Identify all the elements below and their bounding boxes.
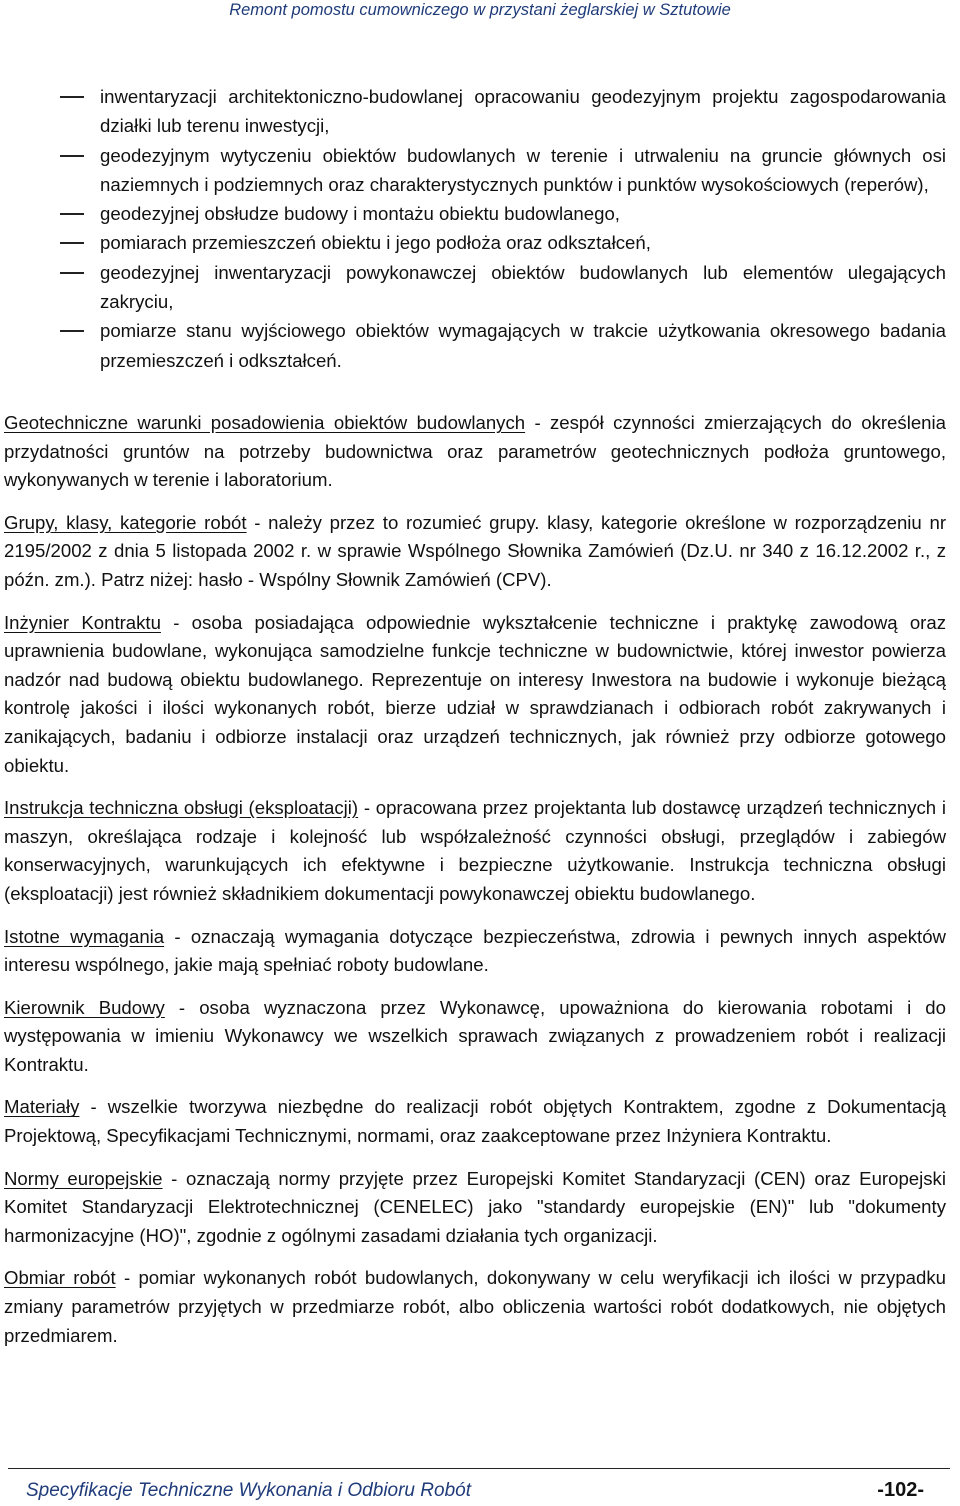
dash-icon	[60, 330, 84, 332]
definition-text: - należy przez to rozumieć grupy. klasy, kategorie określone w rozporządzeniu nr 2195/2002 z dnia 5 listopada 2002 r. w sprawie Wspólnego Słownika Zamówień (Dz.U. nr 340 z 16.12.2002 r., z późn. zm.). Patrz niżej: hasło - Wspólny Słownik Zamówień (CPV).	[4, 511, 947, 590]
list-item-text: geodezyjnym wytyczeniu obiektów budowlanych w terenie i utrwaleniu na gruncie głównych osi naziemnych i podziemnych oraz charakterystycznych punktów i punktów wysokościowych (reperów),	[100, 144, 946, 195]
definition-text: - oznaczają normy przyjęte przez Europejski Komitet Standaryzacji (CEN) oraz Europejski Komitet Standaryzacji Elektrotechnicznej (CENELEC) jako "standardy europejskie (EN)" lub "dokumenty harmonizacyjne (HO)", zgodnie z ogólnymi zasadami działania tych organizacji.	[4, 1167, 946, 1246]
definition-materialy	[4, 1093, 946, 1150]
definition-inzynier-kontraktu	[4, 609, 946, 781]
dash-icon	[60, 96, 84, 98]
definition-obmiar-robot	[4, 1264, 946, 1350]
bullet-list	[0, 82, 960, 375]
definition-text: - pomiar wykonanych robót budowlanych, dokonywany w celu weryfikacji ich ilości w przypadku zmiany parametrów przyjętych w przedmiarze robót, albo obliczenia wartości robót dodatkowych, nie objętych przedmiarem.	[4, 1267, 946, 1346]
definition-term: Kierownik Budowy	[4, 996, 165, 1018]
page-header: Remont pomostu cumowniczego w przystani żeglarskiej w Sztutowie	[229, 1, 731, 19]
definition-istotne-wymagania	[4, 923, 946, 980]
list-item-text: inwentaryzacji architektoniczno-budowlanej opracowaniu geodezyjnym projektu zagospodarowania działki lub terenu inwestycji,	[100, 86, 946, 137]
definition-text: - wszelkie tworzywa niezbędne do realizacji robót objętych Kontraktem, zgodne z Dokumentacją Projektową, Specyfikacjami Technicznymi, normami, oraz zaakceptowane przez Inżyniera Kontraktu.	[4, 1096, 946, 1147]
definition-term: Grupy, klasy, kategorie robót	[4, 511, 247, 533]
list-item	[0, 82, 960, 141]
list-item-text: pomiarach przemieszczeń obiektu i jego podłoża oraz odkształceń,	[100, 232, 651, 254]
definition-text: - oznaczają wymagania dotyczące bezpieczeństwa, zdrowia i pewnych innych aspektów interesu wspólnego, jakie mają spełniać roboty budowlane.	[4, 925, 946, 976]
definition-term: Normy europejskie	[4, 1167, 163, 1189]
list-item-text: geodezyjnej obsłudze budowy i montażu obiektu budowlanego,	[100, 203, 620, 225]
definition-text: - zespół czynności zmierzających do określenia przydatności gruntów na potrzeby budownictwa oraz parametrów geotechnicznych podłoża gruntowego, wykonywanych w terenie i laboratorium.	[4, 412, 946, 491]
list-item	[0, 228, 960, 257]
definition-normy-europejskie	[4, 1165, 946, 1251]
definition-term: Materiały	[4, 1096, 80, 1118]
definition-kierownik-budowy	[4, 994, 946, 1080]
list-item	[0, 199, 960, 228]
list-item-text: geodezyjnej inwentaryzacji powykonawczej obiektów budowlanych lub elementów ulegających zakryciu,	[100, 261, 946, 313]
page-number: -102-	[877, 1479, 924, 1501]
definition-text: - osoba posiadająca odpowiednie wykształcenie techniczne i praktykę zawodową oraz uprawnienia budowlane, wykonująca samodzielne funkcje techniczne w budownictwie, której inwestor powierza nadzór nad budową obiektu budowlanego. Reprezentuje on interesy Inwestora na budowie i wykonuje bieżącą kontrolę jakości i ilości wykonanych robót, bierze udział w sprawdzianach i odbiorach robót zakrywanych i zanikających, badaniu i odbiorze instalacji oraz urządzeń technicznych, jak również przy odbiorze gotowego obiektu.	[4, 611, 947, 776]
dash-icon	[60, 213, 84, 215]
definitions-section	[4, 409, 946, 1364]
footer-divider	[8, 1468, 950, 1469]
definition-instrukcja-techniczna	[4, 794, 946, 908]
definition-text: - opracowana przez projektanta lub dostawcę urządzeń technicznych i maszyn, określająca rodzaje i kolejność lub współzależność czynności obsługi, przeglądów i zabiegów konserwacyjnych, warunkujących ich efektywne i bezpieczne użytkowanie. Instrukcja techniczna obsługi (eksploatacji) jest również składnikiem dokumentacji powykonawczej obiektu budowlanego.	[4, 797, 946, 904]
dash-icon	[60, 242, 84, 244]
definition-term: Geotechniczne warunki posadowienia obiektów budowlanych	[4, 412, 526, 433]
definition-text: - osoba wyznaczona przez Wykonawcę, upoważniona do kierowania robotami i do występowania w imieniu Wykonawcy we wszelkich sprawach związanych z prowadzeniem robót i realizacji Kontraktu.	[4, 996, 946, 1075]
dash-icon	[60, 155, 84, 157]
list-item	[0, 258, 960, 317]
definition-term: Istotne wymagania	[4, 925, 165, 947]
list-item	[0, 316, 960, 375]
definition-geotechniczne-warunki	[4, 409, 946, 495]
list-item	[0, 141, 960, 200]
dash-icon	[60, 272, 84, 274]
list-item-text: pomiarze stanu wyjściowego obiektów wymagających w trakcie użytkowania okresowego badania przemieszczeń i odkształceń.	[100, 320, 946, 371]
definition-term: Inżynier Kontraktu	[4, 611, 161, 633]
definition-term: Instrukcja techniczna obsługi (eksploatacji)	[4, 797, 359, 819]
definition-term: Obmiar robót	[4, 1267, 116, 1289]
footer-title: Specyfikacje Techniczne Wykonania i Odbioru Robót	[26, 1480, 471, 1501]
definition-grupy-klasy	[4, 509, 946, 595]
